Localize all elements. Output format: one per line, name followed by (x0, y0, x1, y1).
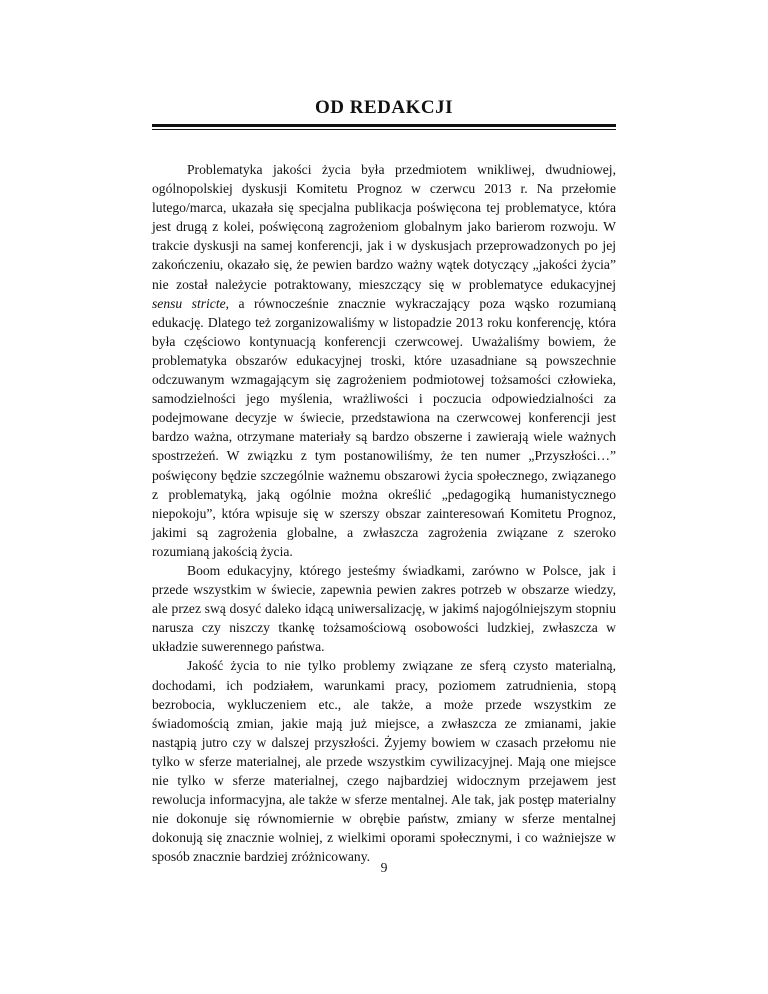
page-title: OD REDAKCJI (315, 97, 453, 118)
page-number: 9 (380, 860, 388, 875)
body-text (152, 160, 616, 866)
title-underline-thin (152, 129, 616, 130)
paragraph-text: , a równocześnie znacznie wykraczający poza wąsko rozumianą edukację. Dlatego też zorganizowaliśmy w listopadzie 2013 roku konferencję, która była częściowo kontynuacją konferencji czerwcowej. Uważaliśmy bowiem, że problematyka obszarów edukacyjnej troski, które uzasadniane są powszechnie odczuwanym wzmagającym się zagrożeniem podmiotowej tożsamości człowieka, samodzielności jego myślenia, wrażliwości i poczucia odpowiedzialności za podejmowane decyzje w świecie, przedstawiona na czerwcowej konferencji jest bardzo ważna, otrzymane materiały są bardzo obszerne i zawierają wiele ważnych spostrzeżeń. W związku z tym postanowiliśmy, że ten numer „Przyszłości…” poświęcony będzie szczególnie ważnemu obszarowi życia społecznego, związanego z problematyką, jaką ogólnie można określić „pedagogiką humanistycznego niepokoju”, która wpisuje się w szerszy obszar zainteresowań Komitetu Prognoz, jakimi są zagrożenia globalne, a zwłaszcza zagrożenia związane z szeroko rozumianą jakością życia. (152, 295, 616, 559)
title-underline-thick (152, 124, 616, 127)
italic-phrase: sensu stricte (152, 295, 226, 311)
paragraph-3 (152, 656, 616, 866)
paragraph-text: Jakość życia to nie tylko problemy związane ze sferą czysto materialną, dochodami, ich podziałem, warunkami pracy, poziomem zatrudnienia, stopą bezrobocia, wykluczeniem etc., ale także, a może przede wszystkim ze świadomością zmian, jakie mają już miejsce, a zwłaszcza ze zmianami, jakie nastąpią jutro czy w dalszej przyszłości. Żyjemy bowiem w czasach przełomu nie tylko w sferze materialnej, ale przede wszystkim cywilizacyjnej. Mają one miejsce nie tylko w sferze materialnej, czego najbardziej widocznym przejawem jest rewolucja informacyjna, ale także w sferze mentalnej. Ale tak, jak postęp materialny nie dokonuje się równomiernie w obrębie państw, zmiany w sferze mentalnej dokonują się znacznie wolniej, z wielkimi oporami społecznymi, i co ważniejsze w sposób znacznie bardziej zróżnicowany. (152, 658, 616, 865)
paragraph-text: Problematyka jakości życia była przedmiotem wnikliwej, dwudniowej, ogólnopolskiej dyskusji Komitetu Prognoz w czerwcu 2013 r. Na przełomie lutego/marca, ukazała się specjalna publikacja poświęcona tej problematyce, która jest drugą z kolei, poświęconą zagrożeniom globalnym jako barierom rozwoju. W trakcie dyskusji na samej konferencji, jak i w dyskusjach przeprowadzonych po jej zakończeniu, okazało się, że pewien bardzo ważny wątek dotyczący „jakości życia” nie został należycie potraktowany, mieszczący się w problematyce edukacyjnej (152, 162, 616, 292)
paragraph-text: Boom edukacyjny, którego jesteśmy świadkami, zarówno w Polsce, jak i przede wszystkim w świecie, zapewnia pewien zakres potrzeb w obszarze wiedzy, ale przez swą dosyć daleko idącą uniwersalizację, w jakimś najogólniejszym stopniu narusza czy niszczy tkankę tożsamościową osobowości ludzkiej, zwłaszcza w układzie suwerennego państwa. (152, 562, 616, 655)
paragraph-2 (152, 561, 616, 656)
paragraph-1 (152, 160, 616, 561)
